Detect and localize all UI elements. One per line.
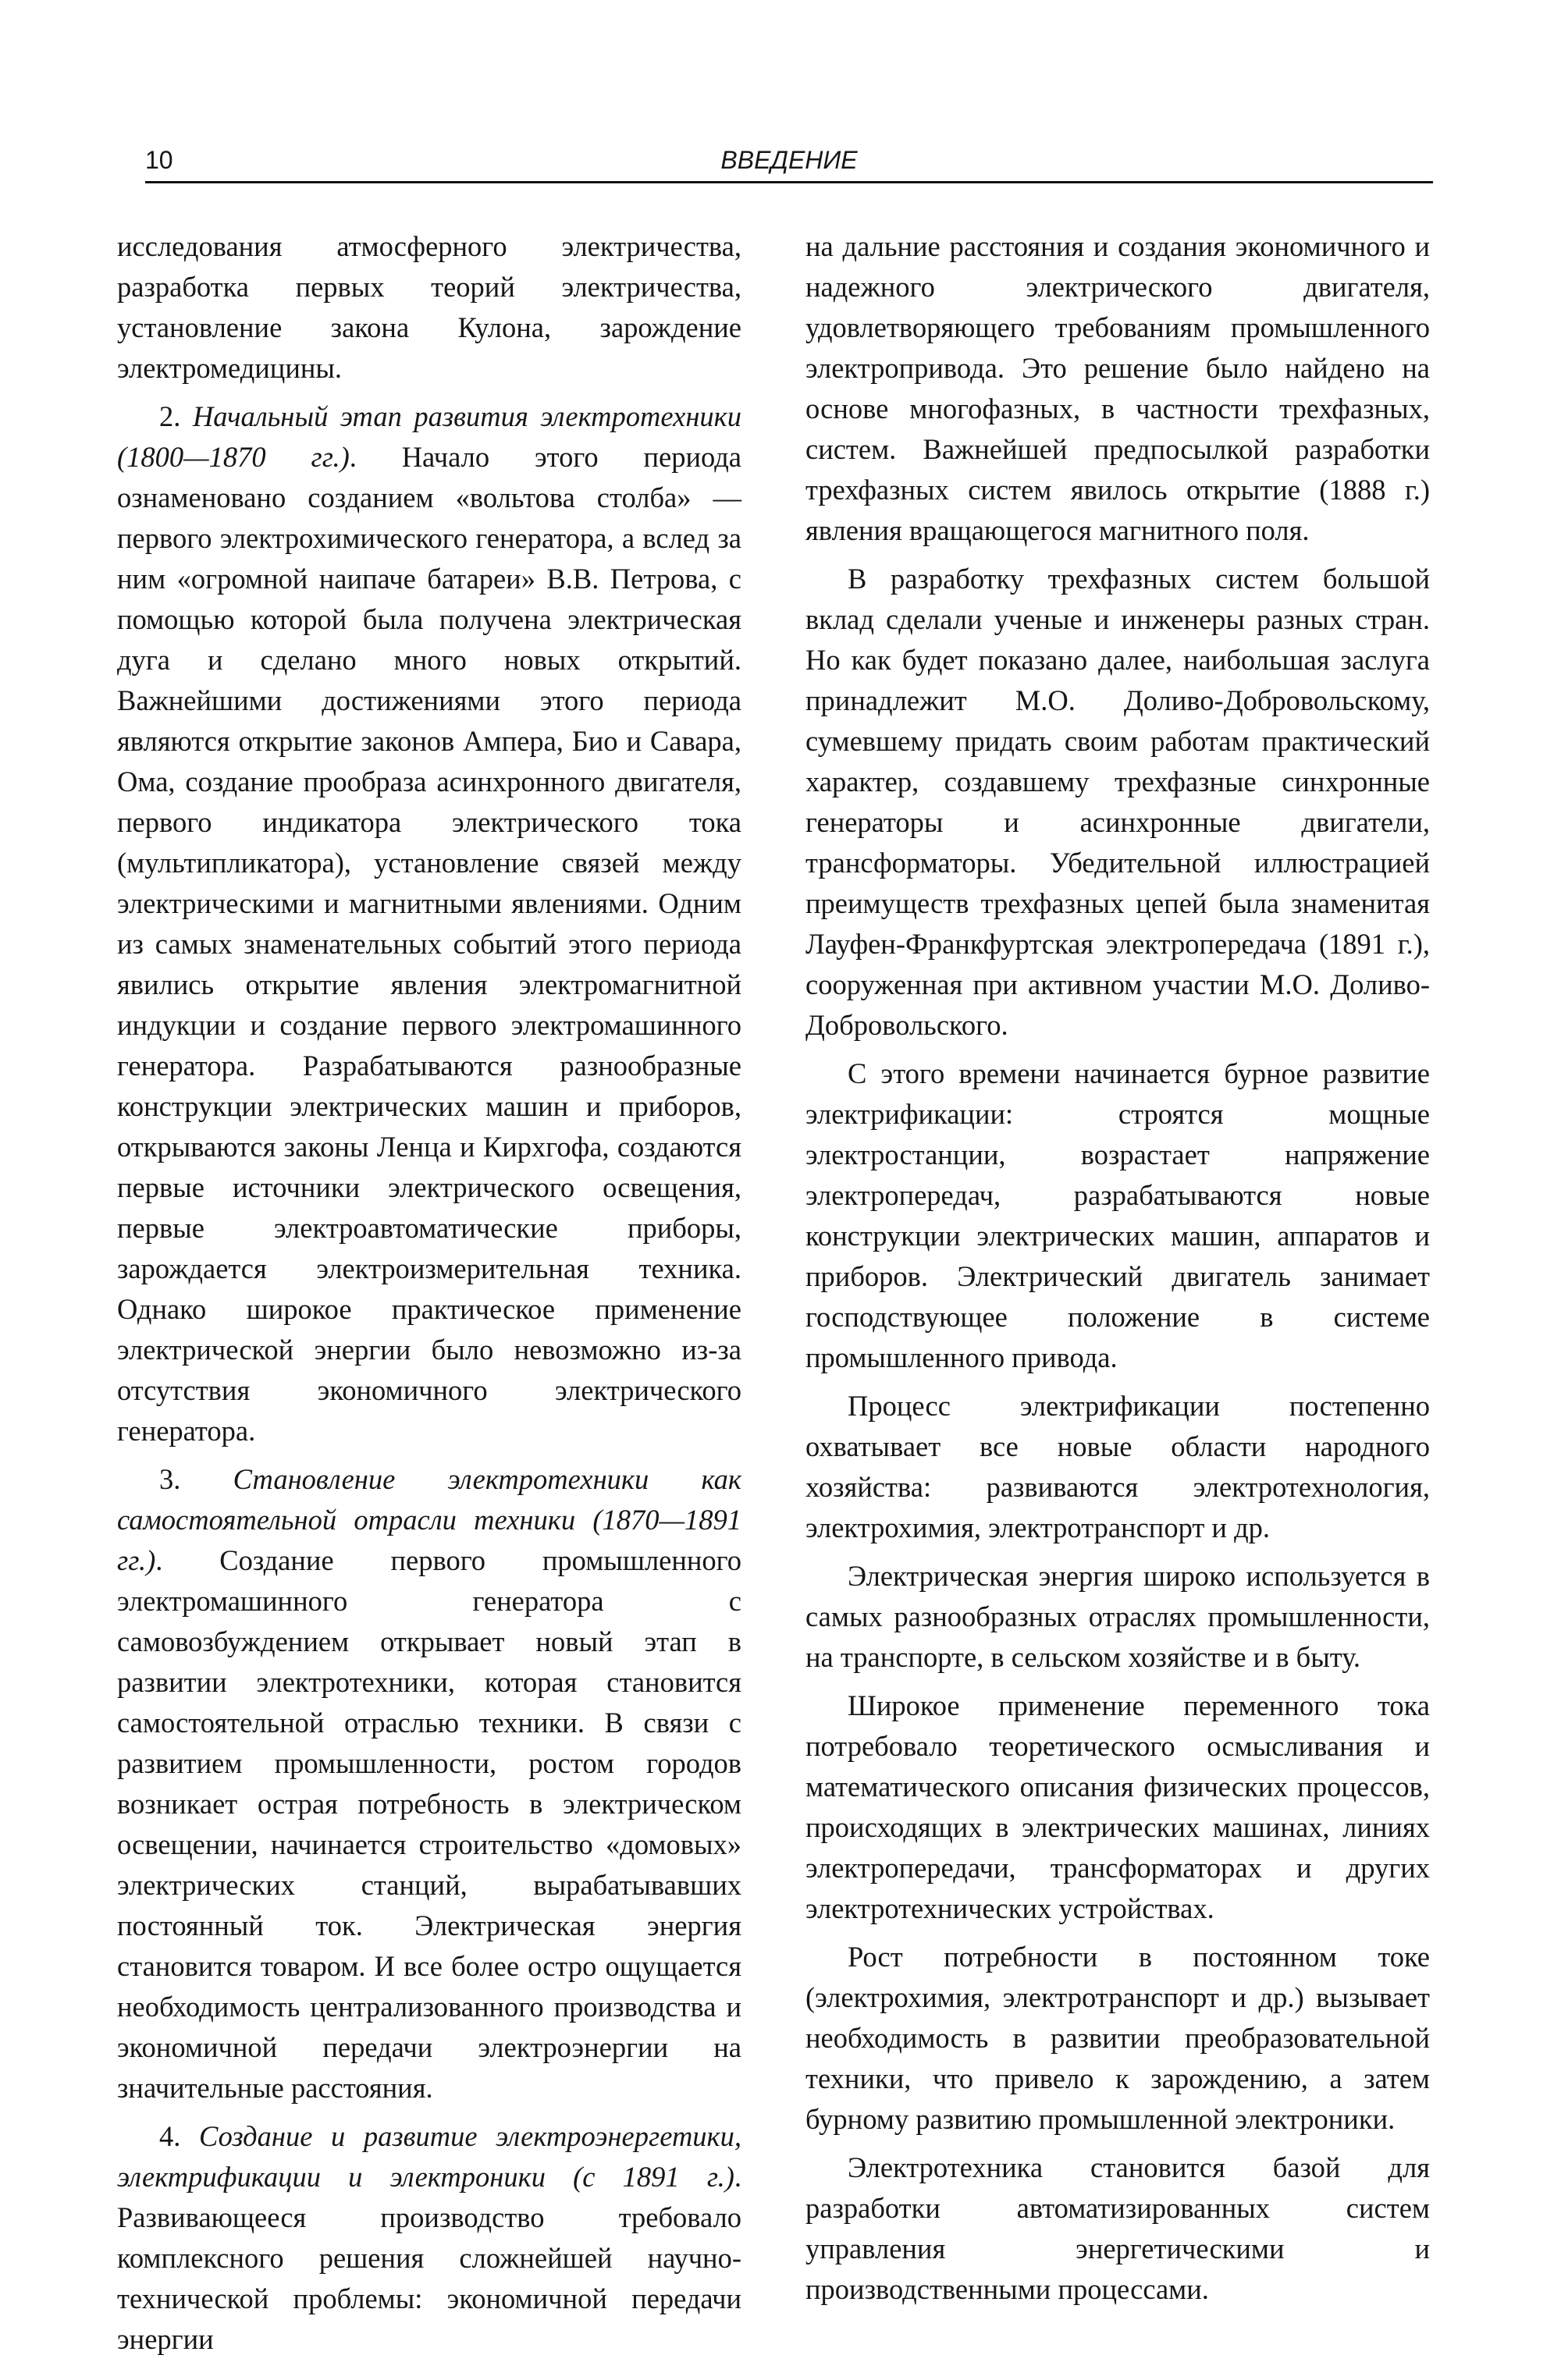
paragraph: Электрическая энергия широко используется в самых разнообразных отраслях промышленности, на транспорте, в сельском хозяйстве и в быту. — [805, 1560, 1430, 1673]
stage-heading: Создание и развитие электроэнергетики, электрификации и электроники (с 1891 г.) — [117, 2120, 741, 2193]
left-column — [117, 226, 741, 2368]
paragraph: Широкое применение переменного тока потребовало теоретического осмысливания и математического описания физических процессов, происходящих в электрических машинах, линиях электропередачи, трансформаторах и других электротехнических устройствах. — [805, 1689, 1430, 1924]
paragraph: на дальние расстояния и создания экономичного и надежного электрического двигателя, удовлетворяющего требованиям промышленного электропривода. Это решение было найдено на основе многофазных, в частности трехфазных, систем. Важнейшей предпосылкой разработки трехфазных систем явилось открытие (1888 г.) явления вращающегося магнитного поля. — [805, 230, 1430, 546]
paragraph: Электротехника становится базой для разработки автоматизированных систем управления энергетическими и производственными процессами. — [805, 2151, 1430, 2305]
stage-heading: Становление электротехники как самостоятельной отрасли техники (1870—1891 гг.) — [117, 1463, 742, 1576]
running-title: ВВЕДЕНИЕ — [720, 146, 858, 174]
page-header — [145, 144, 1433, 183]
paragraph-stage-2 — [117, 396, 741, 1451]
stage-number: 3. — [159, 1463, 181, 1495]
right-column — [805, 226, 1430, 2318]
paragraph: Процесс электрификации постепенно охватывает все новые области народного хозяйства: развиваются электротехнология, электрохимия, электротранспорт и др. — [805, 1390, 1430, 1543]
page-number: 10 — [145, 146, 173, 174]
stage-number: 2. — [159, 400, 181, 432]
paragraph-stage-3 — [117, 1459, 741, 2108]
stage-text: . Начало этого периода ознаменовано созданием «вольтова столба» — первого электрохимического генератора, а вслед за ним «огромной наипаче батареи» В.В. Петрова, с помощью которой была получена электрическая дуга и сделано много новых открытий. Важнейшими достижениями этого периода являются открытие законов Ампера, Био и Савара, Ома, создание прообраза асинхронного двигателя, первого индикатора электрического тока (мультипликатора), установление связей между электрическими и магнитными явлениями. Одним из самых знаменательных событий этого периода явились открытие явления электромагнитной индукции и создание первого электромашинного генератора. Разрабатываются разнообразные конструкции электрических машин и приборов, открываются законы Ленца и Кирхгофа, создаются первые источники электрического освещения, первые электроавтоматические приборы, зарождается электроизмерительная техника. Однако широкое практическое применение электрической энергии было невозможно из-за отсутствия экономичного электрического генератора. — [117, 441, 742, 1447]
stage-text: . Развивающееся производство требовало комплексного решения сложнейшей научно-технической проблемы: экономичной передачи энергии — [117, 2161, 741, 2355]
paragraph: С этого времени начинается бурное развитие электрификации: строятся мощные электростанции, возрастает напряжение электропередач, разрабатываются новые конструкции электрических машин, аппаратов и приборов. Электрический двигатель занимает господствующее положение в системе промышленного привода. — [805, 1057, 1430, 1373]
paragraph: В разработку трехфазных систем большой вклад сделали ученые и инженеры разных стран. Но как будет показано далее, наибольшая заслуга принадлежит М.О. Доливо-Добровольскому, сумевшему придать своим работам практический характер, создавшему трехфазные синхронные генераторы и асинхронные двигатели, трансформаторы. Убедительной иллюстрацией преимуществ трехфазных цепей была знаменитая Лауфен-Франкфуртская электропередача (1891 г.), сооруженная при активном участии М.О. Доливо-Добровольского. — [805, 563, 1430, 1041]
paragraph-stage-4 — [117, 2116, 741, 2360]
paragraph: Рост потребности в постоянном токе (электрохимия, электротранспорт и др.) вызывает необходимость в развитии преобразовательной техники, что привело к зарождению, а затем бурному развитию промышленной электроники. — [805, 1941, 1430, 2135]
stage-number: 4. — [159, 2120, 181, 2152]
stage-heading: Начальный этап развития электротехники (1800—1870 гг.) — [117, 400, 742, 473]
paragraph: исследования атмосферного электричества, разработка первых теорий электричества, установление закона Кулона, зарождение электромедицины. — [117, 230, 741, 384]
stage-text: . Создание первого промышленного электромашинного генератора с самовозбуждением открывает новый этап в развитии электротехники, которая становится самостоятельной отраслью техники. В связи с развитием промышленности, ростом городов возникает острая потребность в электрическом освещении, начинается строительство «домовых» электрических станций, вырабатывавших постоянный ток. Электрическая энергия становится товаром. И все более остро ощущается необходимость централизованного производства и экономичной передачи электроэнергии на значительные расстояния. — [117, 1544, 741, 2104]
